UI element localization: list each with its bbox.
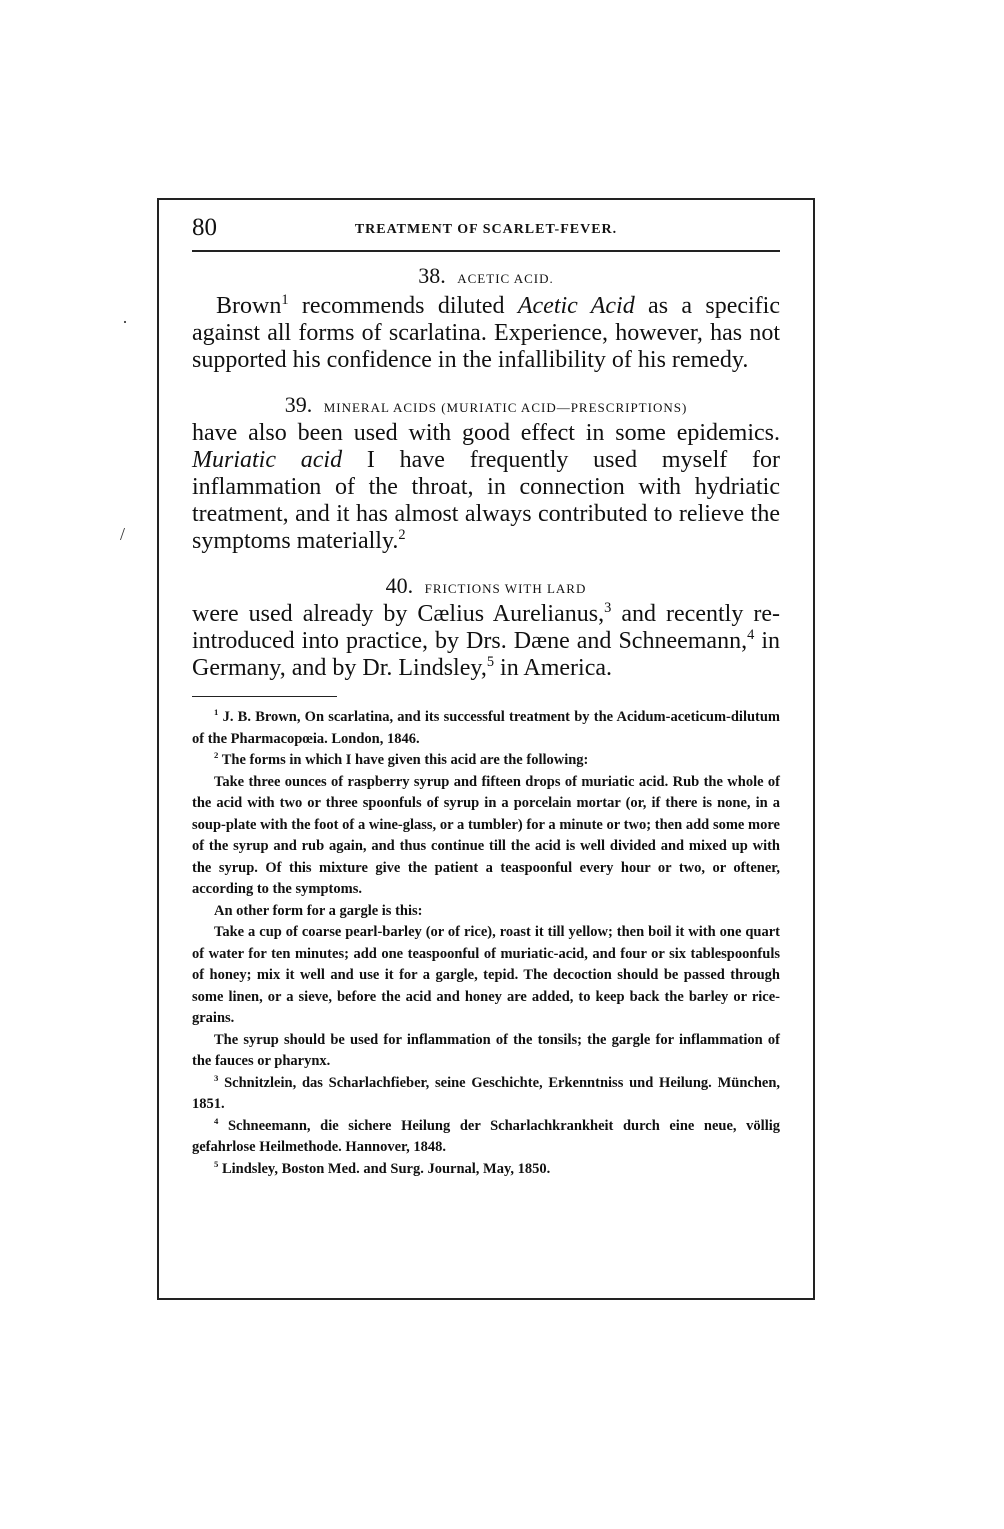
section-40-heading: [192, 573, 780, 599]
footnote-2-gargle-intro: An other form for a gargle is this:: [214, 902, 423, 919]
section-40-paragraph: [192, 601, 780, 682]
page-content: [192, 212, 780, 1180]
s39-text-b: I have frequently used myself for inflammation of the throat, in connection with hydriatic treatment, and it has almost always contributed to relieve the symptoms materially.: [192, 447, 780, 554]
footnote-1-mark: 1: [214, 707, 219, 718]
footnote-1-text: J. B. Brown, On scarlatina, and its successful treatment by the Acidum-aceticum-dilutum of the Pharmacopœia. London, 1846.: [192, 709, 781, 747]
section-38-paragraph: [192, 293, 780, 374]
footnote-3: [192, 1073, 780, 1116]
s39-text-a: have also been used with good effect in some epidemics.: [192, 420, 780, 446]
section-39-title: MINERAL ACIDS (MURIATIC ACID—PRESCRIPTIONS): [323, 400, 688, 415]
s38-text-c: as a specific against all forms of scarlatina. Experience, however, has not supported his confidence in the infallibility of his remedy.: [192, 293, 780, 373]
s40-text-d: in America.: [494, 655, 612, 681]
section-38-number: 38.: [418, 263, 446, 288]
footnote-ref-5: 5: [486, 654, 495, 670]
section-38-heading: [192, 262, 780, 293]
footnote-2-mark: 2: [214, 750, 219, 761]
footnote-ref-1: 1: [281, 292, 289, 308]
s38-text-a: Brown: [216, 293, 282, 319]
s40-text-c: in Germany, and by Dr. Lindsley,: [192, 628, 780, 681]
section-39-heading: [192, 392, 780, 418]
s40-text-b: and recently re-introduced into practice, by Drs. Dæne and Schneemann,: [192, 601, 780, 654]
footnote-ref-3: 3: [604, 600, 612, 616]
margin-dot: ·: [122, 312, 128, 332]
footnote-1: [192, 707, 780, 750]
section-39-number: 39.: [284, 392, 313, 417]
running-title: TREATMENT OF SCARLET-FEVER.: [354, 222, 618, 237]
footnote-4-mark: 4: [214, 1115, 219, 1126]
footnote-2-usage: The syrup should be used for inflammation of the tonsils; the gargle for inflammation of the fauces or pharynx.: [192, 1031, 780, 1069]
page-number: 80: [192, 214, 217, 241]
footnote-2: [192, 750, 780, 772]
s38-text-b: recommends diluted: [288, 293, 518, 319]
footnote-rule: [192, 696, 337, 697]
footnote-3-text: Schnitzlein, das Scharlachfieber, seine Geschichte, Erkenntniss und Heilung. München, 1851.: [192, 1074, 781, 1112]
footnote-ref-4: 4: [747, 627, 755, 643]
footnote-5-text: Lindsley, Boston Med. and Surg. Journal, May, 1850.: [221, 1160, 551, 1177]
section-40-title: FRICTIONS WITH LARD: [424, 581, 587, 596]
footnote-5-mark: 5: [214, 1158, 219, 1169]
running-head: [192, 212, 780, 252]
s38-italic: Acetic Acid: [517, 293, 635, 319]
footnote-ref-2: 2: [398, 527, 406, 543]
footnote-3-mark: 3: [214, 1072, 219, 1083]
s40-text-a: were used already by Cælius Aurelianus,: [192, 601, 605, 627]
footnote-5: [192, 1159, 780, 1181]
footnote-2-recipe-gargle: Take a cup of coarse pearl-barley (or of rice), roast it till yellow; then boil it with one quart of water for ten minutes; add one teaspoonful of muriatic-acid, and four or six tablespoonfuls of honey; mix it well and use it for a gargle, tepid. The decoction should be passed through some linen, or a sieve, before the acid and honey are added, to keep back the barley or rice-grains.: [192, 924, 780, 1026]
footnote-4-text: Schneemann, die sichere Heilung der Scharlachkrankheit durch eine neue, völlig gefahrlose Heilmethode. Hannover, 1848.: [192, 1117, 780, 1155]
footnote-2-recipe-syrup: Take three ounces of raspberry syrup and fifteen drops of muriatic acid. Rub the whole of the acid with two or three spoonfuls of syrup in a porcelain mortar (or, if there is none, in a soup-plate with the foot of a wine-glass, or a tumbler) for a minute or two; then add some more of the syrup and rub again, and thus continue till the acid is well divided and mixed up with the syrup. Of this mixture give the patient a teaspoonful every hour or two, or oftener, according to the symptoms.: [192, 773, 780, 897]
s39-italic: Muriatic acid: [192, 447, 343, 473]
footnotes: [192, 707, 780, 1180]
section-38-title: ACETIC ACID.: [457, 271, 554, 286]
margin-tick: /: [120, 524, 126, 544]
section-40-number: 40.: [385, 573, 414, 598]
footnote-2-text: The forms in which I have given this acid are the following:: [221, 752, 589, 768]
footnote-4: [192, 1116, 780, 1159]
section-39-paragraph: [192, 420, 780, 555]
